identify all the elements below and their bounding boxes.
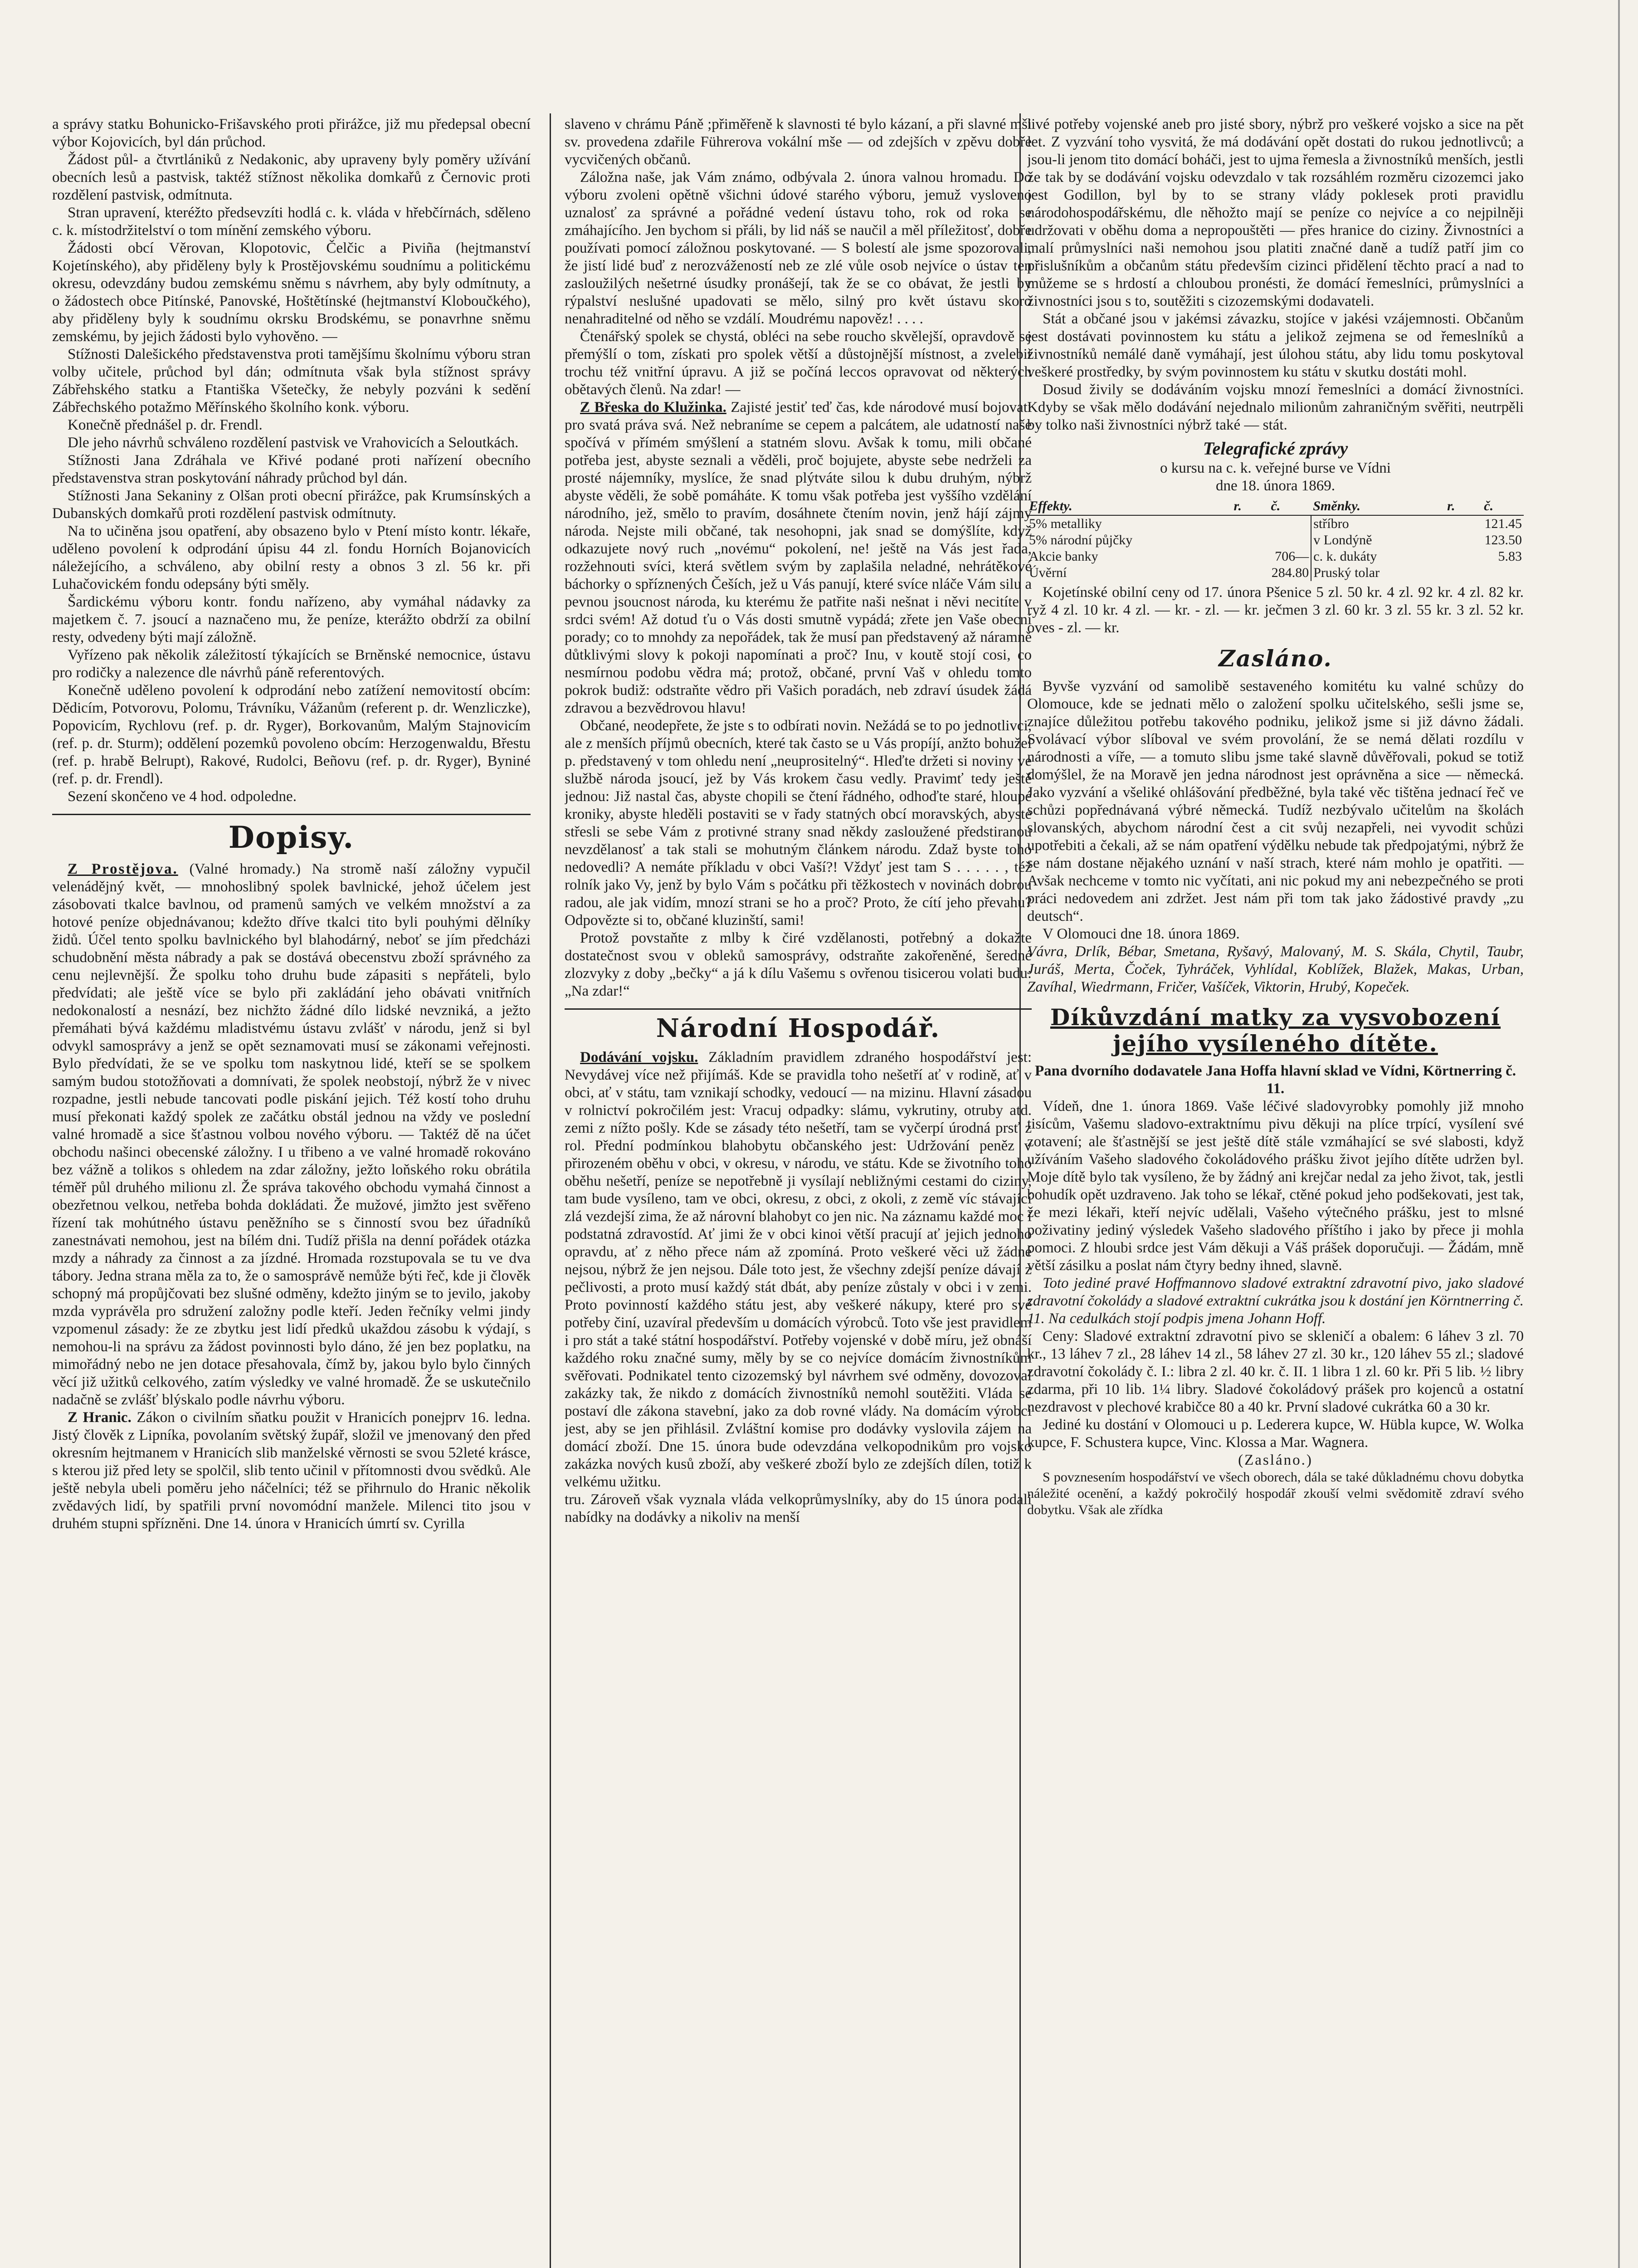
paragraph: Na to učiněna jsou opatření, aby obsazeno bylo v Ptení místo kontr. lékaře, uděleno povolení k odprodání úpisu 44 zl. fondu Horních Bojanovicích náležejícího, a schváleno, aby obilní resty a obnos 3 zl. 56 kr. při Luhačovickém fondu odepsány býti směly.	[52, 523, 531, 592]
retailers: Jediné ku dostání v Olomouci u p. Lederera kupce, W. Hübla kupce, W. Wolka kupce, F. Schustera kupce, Vinc. Klossa a Mar. Wagnera.	[1027, 1417, 1524, 1451]
paragraph: Stížnosti Dalešického představenstva proti tamějšímu školnímu výboru stran volby učitele, průchod byl dán; odmítnuta však byla stížnost správy Zábřehského statku a Ftantiška Všetečky, že nebyly pozváni k sedění Zábřechského potažmo Měřínského školního konk. výboru.	[52, 346, 531, 415]
header-effekty: Effekty.	[1027, 498, 1232, 515]
quote-value	[1232, 532, 1311, 548]
article-text: Zákon o civilním sňatku použit v Hranicích ponejprv 16. ledna. Jistý člověk z Lipníka, povolaním světský župář, složil ve jmenovaný den před okresním hejtmanem v Hranicích slib manželské věrnosti se svou 52leté krásce, s kterou již před lety se spolčil, slib tento učinil v přítomnosti dvou svědků. Ale ještě nebyla ubeli poměru jeho náčelníci; též se přihrnulo do Hranic několik zvědavých lidí, by spatřili první novomódní manžele. Milenci tito jsou v druhém stupni spřízněni. Dne 14. února v Hranicích úmrtí sv. Cyrilla	[52, 1409, 531, 1532]
quote-value: 123.50	[1484, 533, 1522, 547]
article-title: Dodávání vojsku.	[580, 1049, 698, 1066]
article-subtitle: (Valné hromady.)	[189, 861, 301, 877]
telegraph-subtitle: o kursu na c. k. veřejné burse ve Vídni	[1160, 460, 1391, 476]
quote-value: 5.83	[1498, 549, 1522, 564]
paragraph: Záložna naše, jak Vám známo, odbývala 2. února valnou hromadu. Do výboru zvoleni opětně všichni údové starého výboru, jemuž vysloveno uznalosť za správné a pořádné vedení ústavu toho, rok od roka se zmáhajícího. Jen bychom si přáli, by lid náš se naučil a měl příležitosť, dobře používati pomocí záložnou poskytované. — S bolestí ale jsme spozorovali, že jistí lidé buď z nerozvážeností neb ze zlé vůle osob nejvíce o ústav ten zasloužilých nešetrné úsudky pronášejí, tak že se co obávat, že jestli by rýpalství neslušné upadovati se mělo, silný pro květ ústavu skoro nenahraditelné od něho se vzdálí. Moudrému napověz! . . . .	[565, 169, 1032, 327]
grain-prices: Kojetínské obilní ceny od 17. února Pšenice 5 zl. 50 kr. 4 zl. 92 kr. 4 zl. 82 kr. ryž 4 zl. 10 kr. 4 zl. — kr. - zl. — kr. ječmen 3 zl. 60 kr. 3 zl. 55 kr. 3 zl. 52 kr. oves - zl. — kr.	[1027, 584, 1524, 636]
dateline: V Olomouci dne 18. února 1869.	[1043, 926, 1240, 942]
paragraph: Vídeň, dne 1. února 1869. Vaše léčivé sladovyrobky pomohly již mnoho tisícům, Vašemu sladovo-extraktnímu pivu děkuji na plíce trpící, vysílení své zotavení; ale šťastnější se jest ještě dítě stále vzmáhající se své slabosti, když užíváním Vašeho sladového čokoládového prášku život jejího dítěte udržen byl. Moje dítě bylo tak vysíleno, že by žádný ani krejčar nedal za jeho život, tak, jestli bohudík opět uzdraveno. Jak toho se lékař, ctěné pokud jeho podšekovati, jest tak, že mezi lékaři, kteří nejvíc udělali, Vašeho výtečného prášku, jest to mlsné poživatiny jediný výsledek Vašeho sladového příštího i jako by přece ji mohla pomoci. Z hloubi srdce jest Vám děkuji a Váš prášek doporučuji. — Žádám, mně větší zásilku a poslat nám čtyry bedny ihned, slavně.	[1027, 1098, 1524, 1274]
section-heading-narodni-hospodar: Národní Hospodář.	[565, 1008, 1032, 1043]
paragraph: Žádosti obcí Věrovan, Klopotovic, Čelčic a Piviña (hejtmanství Kojetínského), aby přiděleny byly k Prostějovskému soudnímu a politickému okresu, odevzdány budou zemskému sněmu s návrhem, aby byly odmítnuty, a o žádostech obce Pitínské, Panovské, Hoštětínské (hejtmanství Kloboučkého), aby přiděleny byly k soudnímu okrsku Brodskému, se ponavrhne sněmu zemskému, by jejich žádosti bylo vyhověno. —	[52, 240, 531, 345]
article-bresko	[565, 399, 1032, 717]
header-c: č.	[1482, 498, 1524, 515]
section-heading-dikuvzdani: Díkůvzdání matky za vysvobození jejího vysíleného dítěte.	[1050, 1004, 1501, 1057]
advert-subheading: Pana dvorního dodavatele Jana Hoffa hlavní sklad ve Vídni, Körtnerring č. 11.	[1035, 1063, 1516, 1097]
paragraph: Konečně uděleno povolení k odprodání nebo zatížení nemovitostí obcím: Dědicím, Potvorovu, Polomu, Trávníku, Vážanům (referent p. dr. Wenzliczke), Popovicím, Rychlovu (ref. p. dr. Ryger), Borkovanům, Malým Stajnovicím (ref. p. dr. Sturm); oddělení pozemků povoleno obcím: Herzogenwaldu, Břestu (ref. p. hrabě Belrupt), Rakové, Rudolci, Beñovu (ref. p. dr. Ryger), Byniné (ref. p. dr. Frendl).	[52, 682, 531, 787]
paragraph: Sezení skončeno ve 4 hod. odpoledne.	[68, 788, 297, 805]
price-list: Ceny: Sladové extraktní zdravotní pivo se skleničí a obalem: 6 láhev 3 zl. 70 kr., 13 láhev 7 zl., 28 láhev 14 zl., 58 láhev 27 zl. 30 kr., 120 láhev 55 zl.; sladové zdravotní čokolády č. I.: libra 2 zl. 40 kr. č. II. 1 libra 1 zl. 60 kr. Při 5 lib. ½ libry zdarma, při 10 lib. 1¼ libry. Sladové čokoládový prášek pro kojenců a ostatní nezdravost v plechové krabičce 80 a 40 kr. První sladové cukrátka 60 a 30 kr.	[1027, 1328, 1524, 1415]
quote-value: 121.45	[1484, 516, 1522, 531]
quote-name: Akcie banky	[1029, 549, 1098, 564]
column-left	[52, 116, 531, 2268]
signatories: Vávra, Drlík, Bébar, Smetana, Ryšavý, Malovaný, M. S. Skála, Chytil, Taubr, Juráš, Merta, Čoček, Tyhráček, Vyhlídal, Koblížek, Blažek, Makas, Urban, Zavíhal, Wiedrmann, Fričer, Vašíček, Viktorin, Hrubý, Kopeček.	[1027, 943, 1524, 995]
section-heading-dopisy: Dopisy.	[52, 814, 531, 855]
column-middle	[565, 116, 1032, 2268]
quote-value	[1232, 515, 1311, 532]
article-title: Z Hranic.	[68, 1409, 132, 1426]
article-title: Z Prostějova.	[68, 861, 178, 877]
table-row	[1027, 515, 1524, 532]
article-prostejov	[52, 860, 531, 1409]
article-text: Základním pravidlem zdraného hospodářství jest: Nevydávej více než přijímáš. Kde se pravidla toho nešetří ať v rodině, ať v obci, ať v státu, tam vznikají schodky, vedoucí — na mizinu. Hlavní zásadou v rolnictví pokročilém jest: Vracuj odpadky: slámu, vykrutiny, otruby atd. zemi z nížto pošly. Kde se zásady této nešetří, tam se vyčerpí úrodná prsť z rol. Přední podmínkou blahobytu občanského jest: Udržování peněz v přirozeném oběhu v obci, v okresu, v národu, ve státu. Kde se životního toho oběhu nešetří, peníze se nepotřebně ji vysílají nebližnými cestami do ciziny, tam bude vysíleno, tam ve obci, okresu, z obci, z okoli, z země víc stávající zlá vezdejší zima, že až nárovní blahobyt co jen nic. Na záznamu každé moc i podstatná zdravostíd. Ať jimi že v obci kinoi větší pracují ať jejich jednoho opravdu, ať z něho přece nám až zpomíná. Proto veškeré věci už žádné nejsou, nýbrž že jen nejsou. Dále toto jest, že všechny zdejší peníze dávají z pečlivosti, a proto musí každý stát dbát, aby peníze zůstaly v obci i v zemi. Proto povinností každého státu jest, aby veškeré nákupy, které pro své potřeby činí, uzavíral především u domácích výrobců. Toto vše jest pravidlem i pro stát a také státní hospodářství. Potřeby vojenské v době míru, jež obnáší každého roku značné sumy, měly by se co nejvíce domácím živnostníkům svěřovati. Podnikatel tento cizozemský byl návrhem své odměny, dovozoval zakázky tak, že nikdo z domácích živnostníků nemohl soutěžiti. Vláda se postaví dle zákona stavební, jako za dob rovné vlády. Na domácím výrobci jest, aby se jen přihlásil. Zvláštní komise pro dodávky vyslovila zájem na domácí zboží. Dne 15. února bude odevzdána velkopodnikům pro vojsko zakázka nových kusů zboží, aby veškeré zboží bylo ze zdejších dílen, totiž k velkému užitku.	[565, 1049, 1032, 1490]
paragraph: Občané, neodepřete, že jste s to odbírati novin. Nežádá se to po jednotlivci, ale z menších příjmů obecních, které tak často se u Vás propíjí, anžto bohužel p. představený v tom ohledu není „neuprositelný“. Hleďte držeti si noviny ve službě národa jsoucí, jež by Vás krokem času vedly. Pravimť tedy ještě jednou: Již nastal čas, abyste chopili se čtení řádného, odhoďte staré, hloupé kroniky, abyste hleděli postaviti se v řady statných obcí moravských, abyste střesli se sebe Vám z protivné strany snad někdy zasloužené předstiranou nevzdělanosť a tak stali se mohutným článkem národu. Zdaž byste toho nedovedli? A nemáte příkladu v obci Vaší?! Vždyť jest tam S . . . . . , též rolník jako Vy, jenž by bylo Vám s počátku při těžkostech v novinách dobrou radou, ale jak vidím, mnozí strani se ho a proč? Proto, že cítí jeho převahu? Odpovězte si to, občané kluzinští, sami!	[565, 718, 1032, 929]
paragraph: Stran upravení, kteréžto předsevzíti hodlá c. k. vláda v hřebčírnách, sděleno c. k. místodržitelství o tom mínění zemského výboru.	[52, 205, 531, 239]
paragraph: slaveno v chrámu Páně ;přiměřeně k slavnosti té bylo kázaní, a při slavné mši sv. provedena zdařile Führerova vokální mše — od zdejších v zpěvu dobře vycvičených občanů.	[565, 116, 1032, 168]
zaslano-label: (Zasláno.)	[1238, 1452, 1313, 1468]
header-r: r.	[1232, 498, 1269, 515]
paragraph: Konečně přednášel p. dr. Frendl.	[68, 417, 263, 433]
paragraph: Dosud živily se dodáváním vojsku mnozí řemeslníci a domácí živnostníci. Kdyby se však mělo dodávání nejednalo milionům zahraničným svěřiti, neutrpěli by tolko naši živnostníci nýbrž také — stát.	[1027, 381, 1524, 433]
paragraph: tru. Zároveň však vyznala vláda velkoprůmyslníky, aby do 15 února podali nabídky na dodávky a nikoliv na menší	[565, 1491, 1032, 1525]
quote-value: 284.80	[1271, 565, 1309, 580]
quote-name: stříbro	[1311, 515, 1445, 532]
paragraph: Žádost půl- a čtvrtlániků z Nedakonic, aby upraveny byly poměry užívání obecních lesů a pastvisk, taktéž stížnost několika domkařů z Černovic proti rozdělení pastvisk, odmítnuta.	[52, 152, 531, 203]
column-right	[1027, 116, 1524, 2268]
paragraph: Stížnosti Jana Sekaniny z Olšan proti obecní přirážce, pak Krumsínských a Dubanských domkařů proti rozdělení pastvisk odmítnuty.	[52, 488, 531, 522]
article-text: Zajisté jestiť teď čas, kde národové musí bojovati pro svatá práva svá. Než nebraníme se cepem a palcátem, ale udatností naše spočívá v přímém smýšlení a statném slovu. Avšak k tomu, mili občané potřeba jest, abyste seznali a věděli, proč bojujete, abyste sebe nedrželi za prosté nájemníky, myslíce, že snad plýtváte silou k dubu druhým, nýbrž abyste věděli, že sobě pomáháte. K tomu však potřeba jest vyššího vzdělání národního, jež, smělo to pravím, dosáhnete čtením novin, jenž hájí zájmy národa. Nejste mili občané, tak nesohopni, jak snad se domýšlíte, když odkazujete nový ruch „novému“ pokolení, ne! ještě na Vás jest řada, rozžehnouti svíci, která světlem svým by zaplašila neladné, nehrátěkové báchorky o spříznených Češích, jež u Vás panují, které svíce nláče Vám silu a pevnou jsoucnost národa, ku kterému že patřite naši nešnat i něvi necitíte v srdci svém! Až dotud ťu o Vás dosti smutně vypádá; zřete jen Vaše obecní porady; co to mnohdy za nepořádek, tak že musí pan představený až náramně důtklivými slovy k pokoji napomínati a proč? Inu, v koutě stojí cosi, co nesmírnou podobu vědra má; protož, občané, první Vaš v ohledu tomto pokrok budiž: odstraňte vědro při Vašich poradách, neb zdraví úsudek žádá zdravou a bezvědrovou hlavu!	[565, 399, 1032, 716]
paragraph: Protož povstaňte z mlby k čiré vzdělanosti, potřebný a dokažte dostatečnost svou v obleků samosprávy, odstraňte zakořeněné, šeredné zlozvyky z doby „bečky“ a já k dílu Vašemu s ovřenou tisicerou volati budu: „Na zdar!“	[565, 930, 1032, 999]
quote-name: 5% metalliky	[1029, 516, 1102, 531]
paragraph: Šardickému výboru kontr. fondu nařízeno, aby vymáhal nádavky za majetkem č. 7. jsoucí a naznačeno mu, že peníze, kterážto obdrží za obilní resty, odvedeny býti mají záložně.	[52, 594, 531, 645]
quote-value	[1445, 565, 1524, 581]
quote-name: Úvěrní	[1029, 565, 1067, 580]
paragraph: Byvše vyzvání od samolibě sestaveného komitétu ku valné schůzy do Olomouce, kde se jednati mělo o založení spolku učitelského, sešli jsme se, znajíce důležitou potřebu takového podniku, jelikož jsme si již dávno žádali. Svolávací výbor slíboval ve svém provolání, že se nemá dělati rozdílu v národnosti a víře, — a tomuto slibu jsme také slavně důvěřovali, pokud se totiž domýšlel, že na Moravě jen jedna národnost jest oprávněna a sice — německá. Jako vyzvání a všeliké ohlášování předběžné, byla také věc tištěna jednací řeč ve schůzi popřednávaná výbré německá. Tudíž nezbývalo učitelům na školách slovanských, abychom národní čest a cit svůj nezapřeli, nei vyvodit schůzi upotřebiti a čekali, až se nám opatření výdělku nebude tak předpojatými, nýbrž že se nám dostane nějakého uznání v naší strach, které nám mohlo je opatřiti. — Avšak nechceme v tomto nic vyčítati, ani nic pokud my ani nebezpečného se proti práci nedovedem ani zdržet. Jest nám při tom tak jako žádostivé pravdy „zu deutsch“.	[1027, 678, 1524, 924]
paragraph: Stížnosti Jana Zdráhala ve Křivé podané proti nařízení obecního představenstva stran poskytování náhrady průchod byl dán.	[52, 452, 531, 486]
table-row	[1027, 565, 1524, 581]
paragraph: a správy statku Bohunicko-Frišavského proti přirážce, již mu předepsal obecní výbor Kojovicích, byl dán průchod.	[52, 116, 531, 150]
column-rule	[550, 113, 551, 2268]
paragraph: Dle jeho návrhů schváleno rozdělení pastvisk ve Vrahovicích a Seloutkách.	[68, 435, 519, 451]
quote-name: c. k. dukáty	[1311, 548, 1445, 565]
header-smenky: Směnky.	[1311, 498, 1445, 515]
table-header-row	[1027, 498, 1524, 515]
exchange-table	[1027, 498, 1524, 581]
article-dodavani	[565, 1049, 1032, 1491]
quote-name: 5% národní půjčky	[1029, 533, 1133, 547]
quote-name: Pruský tolar	[1311, 565, 1445, 581]
header-r: r.	[1445, 498, 1482, 515]
article-hranice	[52, 1409, 531, 1533]
paragraph: S povznesením hospodářství ve všech oborech, dála se také důkladnému chovu dobytka náležité ocenění, a každý pokročilý hospodář zkouší velmi svědomitě zdraví svého dobytku. Však ale zřídka	[1027, 1470, 1524, 1517]
telegraph-date: dne 18. února 1869.	[1215, 478, 1336, 494]
paragraph: Vyřízeno pak několik záležitostí týkajících se Brněnské nemocnice, ústavu pro rodičky a nalezence dle návrhů páně referentových.	[52, 647, 531, 681]
header-c: č.	[1269, 498, 1311, 515]
paragraph: Čtenářský spolek se chystá, obléci na sebe roucho skvělejší, opravdově se přemýšlí o tom, získati pro spolek větší a důstojnější místnost, a zvelebit trochu též vnitřní úpravu. A již se počíná leccos opravovat od některých obětavých členů. Na zdar! —	[565, 328, 1032, 398]
paragraph: Toto jediné pravé Hoffmannovo sladové extraktní zdravotní pivo, jako sladové zdravotní čokolády a sladové extraktní cukrátka jsou k dostání jen Körntnerring č. 11. Na cedulkách stojí podpis jmena Johann Hoff.	[1027, 1275, 1524, 1327]
article-text: Na stromě naší záložny vypučil velenádějný květ, — mnohoslibný spolek bavlnické, jehož účelem jest zásobovati tkalce bavlnou, od pramenů samých ve velkém množství a za hotové peníze objednávanou; kdežto dříve tkalci tito byli pouhými dělníky židů. Účel tento spolku bavlnického byl blahodárný, neboť se jím předcházi schudobnění města nábrady a pak se dostává obecenstvu zboží správného za cenu nejlevnější. Že spolku toho druhu bude zápasiti s nepřáteli, bylo předvídati; ale ještě více se bylo při zakládání jeho obávati vnitřních nedokonalostí a nesnází, bez nichžto žádné dílo lidské nevzniká, a ježto přemáhati bývá každému mladistvému ústavu zvlášť v národu, jenž si byl odvykl samosprávy a jenž se opět seznamovati musí se zákonami veřejnosti. Bylo předvídati, že se ve spolku tom naskytnou lidé, kteří se se spolkem samým budou stotožňovati a domnívati, že spolek neobstojí, nýbrž že v nivec rozpadne, jestli nebude tancovati podle piskání jejich. Též kostí toho druhu musí překonati každý spolek ze začátku obstál jednou na vždy ve poslední valné hromadě a sice šťastnou volbou nového výboru. — Taktéž dě na účet obchodu našinci obecenské záložny. I u třibeno a ve valné hromadě rokováno bez vážně a tolikos s ohledem na zdar záložny, ježto loňského roku obrátila téměř půl druhého milionu zl. Že správa takového obchodu vymahá činnost a obezřetnou velkou, netřeba bohda dokládati. Že mužové, jimžto jest svěřeno řízení tak mohútného ústavu peněžního se s činností svou bez úřadníků zanestnávati nemohou, jest na bílém dni. Tudíž přišla na denní pořádek otázka mzdy a náhrady za činnost a za jízdné. Hromada rozstupovala se tu ve dva tábory. Jedna strana měla za to, že o samosprávě nemůže býti řeč, kde ji člověk schopný má propůjčovati bez slušné odměny, kdežto jiným se to jevilo, jakoby mzda vyprávěla pro sdružení založny podle kteří. Jeden řečníky velmi jindy vzpomenul zásady: že ze zbytku jest lidí předků ukaždou zásobu k výdají, s nemohou-li na správu za žádost povinnosti bylo dáno, žé jen bez poplatku, na mimořádný nebo ne jen dotace přesahovala, čímž by, jakou bylo bylo činných věcí již užitků celkového, zatím výsledky ve valné hromadě. Že se uskutečnilo nadačně se zvlášť blýskalo podle návrhu výboru.	[52, 861, 531, 1408]
telegraph-heading: Telegrafické zprávy	[1203, 438, 1348, 459]
quote-value: 706—	[1275, 549, 1309, 564]
section-heading-zaslano: Zasláno.	[1219, 645, 1332, 672]
table-row	[1027, 532, 1524, 548]
table-row	[1027, 548, 1524, 565]
page-edge-line	[1618, 0, 1620, 2268]
article-title: Z Břeska do Klužinka.	[580, 399, 726, 415]
paragraph: Stát a občané jsou v jakémsi závazku, stojíce v jakési vzájemnosti. Občanům jest dostávati povinnostem ku státu a jelikož zejmena se od řemeslníků a živnostníků nemálé daně vymáhají, jest úlohou státu, aby lidu tomu poskytoval veškeré prostředky, by svým povinnostem ku státu v skutku dostáti mohl.	[1027, 311, 1524, 380]
paragraph: livé potřeby vojenské aneb pro jisté sbory, nýbrž pro veškeré vojsko a sice na pět let. Z vyzvání toho vysvitá, že má dodávání opět dostati do rukou jednotlivců; a jsou-li jenom tito domácí boháči, jest to ujma řemesla a živnostníků menších, jestli že tak by se dodávání vojsku odevzdalo v tak rozsáhlém rozměru cizozemci jako jest Godillon, byl by to se strany vlády poklesek proti pravidlu národohospodářskému, dle něhožto mají se peníze co nejvíce a co nejpilněji udržovati v oběhu doma a nepropouštěti — přes hranice do ciziny. Živnostníci a malí průmyslníci naši nemohou jsou platiti značné daně a tudíž patří jim co přislušníkům a občanům státu především cizinci přidělení těchto prací a nad to můžeme se s hrdostí a chloubou pronésti, že domácí řemeslníci, průmyslníci a živnostníci jsou s to, soutěžiti s cizozemskými dodavateli.	[1027, 116, 1524, 309]
quote-name: v Londýně	[1311, 532, 1445, 548]
